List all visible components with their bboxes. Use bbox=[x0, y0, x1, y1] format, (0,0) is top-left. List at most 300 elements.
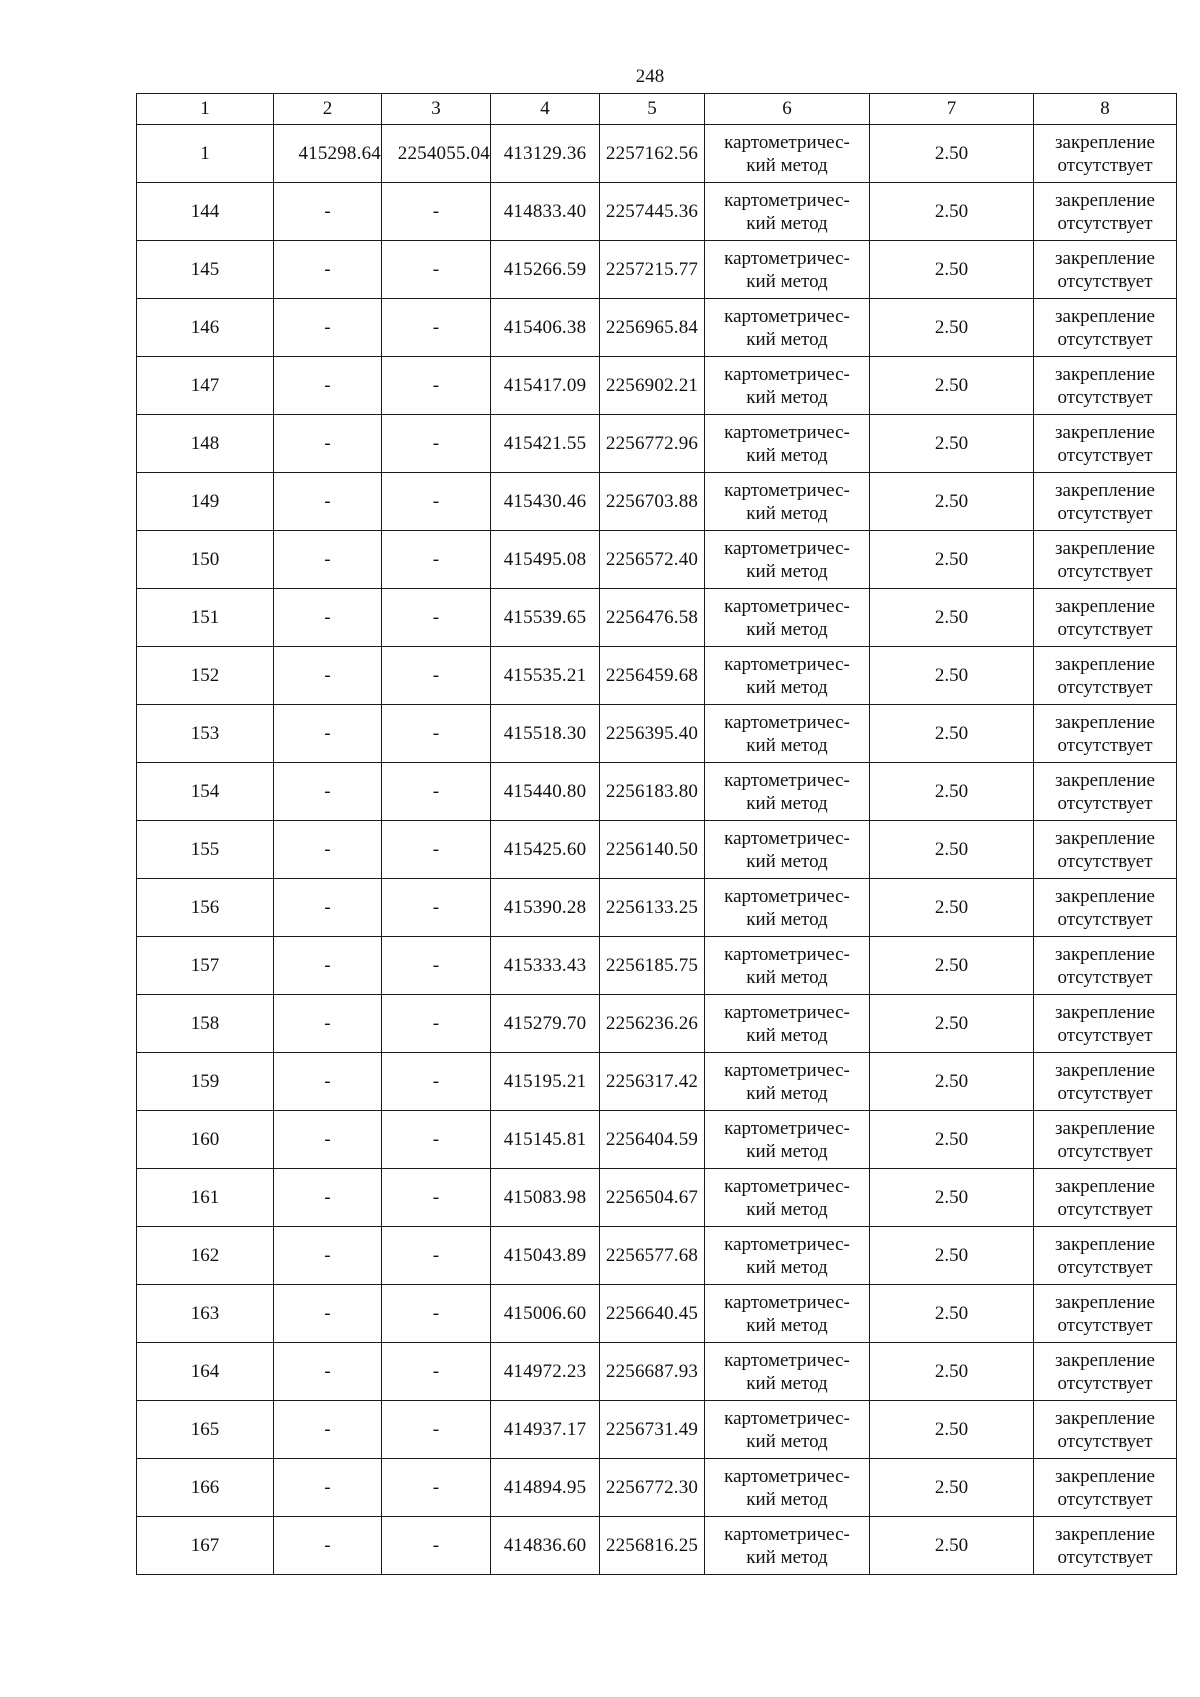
old-y-cell: - bbox=[382, 1517, 491, 1575]
point-number-cell: 158 bbox=[137, 995, 274, 1053]
status-line-1: закрепление bbox=[1055, 769, 1155, 791]
new-x-cell: 415006.60 bbox=[491, 1285, 600, 1343]
fixing-status-cell bbox=[1034, 995, 1177, 1053]
method-line-2: кий метод bbox=[746, 1082, 828, 1104]
old-x-cell: 415298.64 bbox=[274, 125, 382, 183]
accuracy-cell: 2.50 bbox=[870, 1459, 1034, 1517]
new-y-cell: 2256816.25 bbox=[600, 1517, 705, 1575]
old-y-cell: - bbox=[382, 1401, 491, 1459]
method-line-2: кий метод bbox=[746, 966, 828, 988]
status-line-2: отсутствует bbox=[1057, 1082, 1153, 1104]
old-y-cell: - bbox=[382, 937, 491, 995]
table-row bbox=[137, 1517, 1177, 1575]
new-x-cell: 414894.95 bbox=[491, 1459, 600, 1517]
old-x-cell: - bbox=[274, 299, 382, 357]
new-x-cell: 415390.28 bbox=[491, 879, 600, 937]
method-line-2: кий метод bbox=[746, 676, 828, 698]
status-line-1: закрепление bbox=[1055, 1059, 1155, 1081]
new-y-cell: 2256965.84 bbox=[600, 299, 705, 357]
method-cell bbox=[705, 357, 870, 415]
table-row bbox=[137, 1053, 1177, 1111]
method-cell bbox=[705, 937, 870, 995]
new-y-cell: 2256236.26 bbox=[600, 995, 705, 1053]
method-line-1: картометричес- bbox=[724, 885, 850, 907]
table-row bbox=[137, 415, 1177, 473]
method-line-2: кий метод bbox=[746, 1256, 828, 1278]
table-row bbox=[137, 1169, 1177, 1227]
status-line-2: отсутствует bbox=[1057, 1488, 1153, 1510]
fixing-status-cell bbox=[1034, 357, 1177, 415]
new-y-cell: 2256772.96 bbox=[600, 415, 705, 473]
old-x-cell: - bbox=[274, 995, 382, 1053]
table-row bbox=[137, 299, 1177, 357]
point-number-cell: 166 bbox=[137, 1459, 274, 1517]
point-number-cell: 146 bbox=[137, 299, 274, 357]
new-y-cell: 2256395.40 bbox=[600, 705, 705, 763]
status-line-1: закрепление bbox=[1055, 595, 1155, 617]
status-line-1: закрепление bbox=[1055, 1465, 1155, 1487]
accuracy-cell: 2.50 bbox=[870, 1285, 1034, 1343]
point-number-cell: 147 bbox=[137, 357, 274, 415]
new-x-cell: 415145.81 bbox=[491, 1111, 600, 1169]
method-line-1: картометричес- bbox=[724, 1349, 850, 1371]
old-y-cell: - bbox=[382, 415, 491, 473]
method-cell bbox=[705, 1459, 870, 1517]
header-cell-6: 6 bbox=[705, 94, 870, 125]
status-line-1: закрепление bbox=[1055, 479, 1155, 501]
new-y-cell: 2256185.75 bbox=[600, 937, 705, 995]
accuracy-cell: 2.50 bbox=[870, 531, 1034, 589]
status-line-2: отсутствует bbox=[1057, 792, 1153, 814]
method-line-1: картометричес- bbox=[724, 305, 850, 327]
status-line-1: закрепление bbox=[1055, 363, 1155, 385]
table-row bbox=[137, 1111, 1177, 1169]
method-line-1: картометричес- bbox=[724, 189, 850, 211]
method-line-2: кий метод bbox=[746, 792, 828, 814]
table-row bbox=[137, 647, 1177, 705]
fixing-status-cell bbox=[1034, 937, 1177, 995]
old-y-cell: - bbox=[382, 995, 491, 1053]
old-y-cell: - bbox=[382, 1285, 491, 1343]
method-line-1: картометричес- bbox=[724, 131, 850, 153]
new-y-cell: 2256183.80 bbox=[600, 763, 705, 821]
table-row bbox=[137, 1343, 1177, 1401]
accuracy-cell: 2.50 bbox=[870, 183, 1034, 241]
new-x-cell: 414937.17 bbox=[491, 1401, 600, 1459]
method-cell bbox=[705, 647, 870, 705]
status-line-1: закрепление bbox=[1055, 189, 1155, 211]
method-line-1: картометричес- bbox=[724, 1175, 850, 1197]
table-row bbox=[137, 763, 1177, 821]
point-number-cell: 148 bbox=[137, 415, 274, 473]
fixing-status-cell bbox=[1034, 415, 1177, 473]
new-x-cell: 415539.65 bbox=[491, 589, 600, 647]
accuracy-cell: 2.50 bbox=[870, 879, 1034, 937]
new-x-cell: 415495.08 bbox=[491, 531, 600, 589]
old-x-cell: - bbox=[274, 937, 382, 995]
table-row bbox=[137, 125, 1177, 183]
header-cell-5: 5 bbox=[600, 94, 705, 125]
method-line-1: картометричес- bbox=[724, 1291, 850, 1313]
old-x-cell: - bbox=[274, 1285, 382, 1343]
method-line-1: картометричес- bbox=[724, 537, 850, 559]
new-x-cell: 415333.43 bbox=[491, 937, 600, 995]
status-line-2: отсутствует bbox=[1057, 734, 1153, 756]
point-number-cell: 144 bbox=[137, 183, 274, 241]
point-number-cell: 149 bbox=[137, 473, 274, 531]
old-x-cell: - bbox=[274, 647, 382, 705]
point-number-cell: 159 bbox=[137, 1053, 274, 1111]
method-line-2: кий метод bbox=[746, 444, 828, 466]
method-cell bbox=[705, 1517, 870, 1575]
accuracy-cell: 2.50 bbox=[870, 1343, 1034, 1401]
old-y-cell: - bbox=[382, 1053, 491, 1111]
status-line-2: отсутствует bbox=[1057, 618, 1153, 640]
new-x-cell: 413129.36 bbox=[491, 125, 600, 183]
accuracy-cell: 2.50 bbox=[870, 1111, 1034, 1169]
new-x-cell: 415421.55 bbox=[491, 415, 600, 473]
new-x-cell: 415083.98 bbox=[491, 1169, 600, 1227]
fixing-status-cell bbox=[1034, 473, 1177, 531]
header-cell-7: 7 bbox=[870, 94, 1034, 125]
coordinates-table bbox=[136, 93, 1177, 1575]
method-line-2: кий метод bbox=[746, 1198, 828, 1220]
old-y-cell: - bbox=[382, 473, 491, 531]
point-number-cell: 165 bbox=[137, 1401, 274, 1459]
method-line-1: картометричес- bbox=[724, 1233, 850, 1255]
point-number-cell: 145 bbox=[137, 241, 274, 299]
point-number-cell: 164 bbox=[137, 1343, 274, 1401]
status-line-2: отсутствует bbox=[1057, 908, 1153, 930]
accuracy-cell: 2.50 bbox=[870, 1227, 1034, 1285]
old-x-cell: - bbox=[274, 1343, 382, 1401]
old-x-cell: - bbox=[274, 531, 382, 589]
accuracy-cell: 2.50 bbox=[870, 589, 1034, 647]
method-line-2: кий метод bbox=[746, 1024, 828, 1046]
method-line-2: кий метод bbox=[746, 1488, 828, 1510]
status-line-1: закрепление bbox=[1055, 711, 1155, 733]
status-line-2: отсутствует bbox=[1057, 386, 1153, 408]
fixing-status-cell bbox=[1034, 821, 1177, 879]
status-line-2: отсутствует bbox=[1057, 1024, 1153, 1046]
new-x-cell: 415440.80 bbox=[491, 763, 600, 821]
old-y-cell: - bbox=[382, 763, 491, 821]
table-row bbox=[137, 821, 1177, 879]
fixing-status-cell bbox=[1034, 1111, 1177, 1169]
fixing-status-cell bbox=[1034, 1227, 1177, 1285]
point-number-cell: 162 bbox=[137, 1227, 274, 1285]
accuracy-cell: 2.50 bbox=[870, 705, 1034, 763]
old-x-cell: - bbox=[274, 821, 382, 879]
status-line-1: закрепление bbox=[1055, 885, 1155, 907]
new-y-cell: 2256504.67 bbox=[600, 1169, 705, 1227]
status-line-2: отсутствует bbox=[1057, 676, 1153, 698]
status-line-1: закрепление bbox=[1055, 1407, 1155, 1429]
table-row bbox=[137, 879, 1177, 937]
new-y-cell: 2256772.30 bbox=[600, 1459, 705, 1517]
accuracy-cell: 2.50 bbox=[870, 1169, 1034, 1227]
old-y-cell: - bbox=[382, 647, 491, 705]
old-y-cell: - bbox=[382, 241, 491, 299]
old-y-cell: - bbox=[382, 821, 491, 879]
status-line-1: закрепление bbox=[1055, 1175, 1155, 1197]
page-number: 248 bbox=[635, 66, 665, 87]
accuracy-cell: 2.50 bbox=[870, 1401, 1034, 1459]
point-number-cell: 154 bbox=[137, 763, 274, 821]
accuracy-cell: 2.50 bbox=[870, 241, 1034, 299]
new-x-cell: 415406.38 bbox=[491, 299, 600, 357]
method-line-1: картометричес- bbox=[724, 943, 850, 965]
method-cell bbox=[705, 1285, 870, 1343]
fixing-status-cell bbox=[1034, 241, 1177, 299]
new-x-cell: 414836.60 bbox=[491, 1517, 600, 1575]
point-number-cell: 153 bbox=[137, 705, 274, 763]
method-cell bbox=[705, 1053, 870, 1111]
status-line-1: закрепление bbox=[1055, 943, 1155, 965]
table-row bbox=[137, 1459, 1177, 1517]
method-line-2: кий метод bbox=[746, 1140, 828, 1162]
new-y-cell: 2256133.25 bbox=[600, 879, 705, 937]
status-line-2: отсутствует bbox=[1057, 966, 1153, 988]
method-line-2: кий метод bbox=[746, 1314, 828, 1336]
method-cell bbox=[705, 531, 870, 589]
method-line-2: кий метод bbox=[746, 734, 828, 756]
old-x-cell: - bbox=[274, 1169, 382, 1227]
table-row bbox=[137, 1285, 1177, 1343]
method-cell bbox=[705, 1169, 870, 1227]
method-cell bbox=[705, 1111, 870, 1169]
accuracy-cell: 2.50 bbox=[870, 473, 1034, 531]
point-number-cell: 150 bbox=[137, 531, 274, 589]
fixing-status-cell bbox=[1034, 531, 1177, 589]
old-y-cell: 2254055.04 bbox=[382, 125, 491, 183]
new-y-cell: 2256703.88 bbox=[600, 473, 705, 531]
status-line-2: отсутствует bbox=[1057, 502, 1153, 524]
method-cell bbox=[705, 879, 870, 937]
new-y-cell: 2256577.68 bbox=[600, 1227, 705, 1285]
method-cell bbox=[705, 125, 870, 183]
status-line-1: закрепление bbox=[1055, 247, 1155, 269]
old-x-cell: - bbox=[274, 589, 382, 647]
point-number-cell: 157 bbox=[137, 937, 274, 995]
old-x-cell: - bbox=[274, 879, 382, 937]
accuracy-cell: 2.50 bbox=[870, 1517, 1034, 1575]
new-x-cell: 415430.46 bbox=[491, 473, 600, 531]
point-number-cell: 163 bbox=[137, 1285, 274, 1343]
status-line-1: закрепление bbox=[1055, 1117, 1155, 1139]
header-cell-2: 2 bbox=[274, 94, 382, 125]
method-line-2: кий метод bbox=[746, 1372, 828, 1394]
old-y-cell: - bbox=[382, 1459, 491, 1517]
old-y-cell: - bbox=[382, 1343, 491, 1401]
status-line-1: закрепление bbox=[1055, 1523, 1155, 1545]
status-line-1: закрепление bbox=[1055, 421, 1155, 443]
old-x-cell: - bbox=[274, 1459, 382, 1517]
old-y-cell: - bbox=[382, 1169, 491, 1227]
fixing-status-cell bbox=[1034, 705, 1177, 763]
status-line-2: отсутствует bbox=[1057, 1198, 1153, 1220]
method-line-1: картометричес- bbox=[724, 653, 850, 675]
fixing-status-cell bbox=[1034, 1169, 1177, 1227]
old-x-cell: - bbox=[274, 763, 382, 821]
old-y-cell: - bbox=[382, 879, 491, 937]
table-row bbox=[137, 1401, 1177, 1459]
fixing-status-cell bbox=[1034, 647, 1177, 705]
fixing-status-cell bbox=[1034, 1285, 1177, 1343]
method-line-1: картометричес- bbox=[724, 363, 850, 385]
point-number-cell: 160 bbox=[137, 1111, 274, 1169]
new-y-cell: 2256140.50 bbox=[600, 821, 705, 879]
status-line-1: закрепление bbox=[1055, 1001, 1155, 1023]
method-line-1: картометричес- bbox=[724, 1465, 850, 1487]
method-line-2: кий метод bbox=[746, 618, 828, 640]
new-x-cell: 415518.30 bbox=[491, 705, 600, 763]
method-line-1: картометричес- bbox=[724, 1059, 850, 1081]
status-line-1: закрепление bbox=[1055, 1349, 1155, 1371]
new-x-cell: 415195.21 bbox=[491, 1053, 600, 1111]
status-line-2: отсутствует bbox=[1057, 1372, 1153, 1394]
point-number-cell: 167 bbox=[137, 1517, 274, 1575]
point-number-cell: 156 bbox=[137, 879, 274, 937]
status-line-2: отсутствует bbox=[1057, 1314, 1153, 1336]
point-number-cell: 161 bbox=[137, 1169, 274, 1227]
new-x-cell: 415417.09 bbox=[491, 357, 600, 415]
header-cell-1: 1 bbox=[137, 94, 274, 125]
status-line-2: отсутствует bbox=[1057, 444, 1153, 466]
header-cell-8: 8 bbox=[1034, 94, 1177, 125]
new-x-cell: 415043.89 bbox=[491, 1227, 600, 1285]
method-line-2: кий метод bbox=[746, 1430, 828, 1452]
method-cell bbox=[705, 821, 870, 879]
table-row bbox=[137, 1227, 1177, 1285]
accuracy-cell: 2.50 bbox=[870, 821, 1034, 879]
point-number-cell: 151 bbox=[137, 589, 274, 647]
table-row bbox=[137, 473, 1177, 531]
old-x-cell: - bbox=[274, 1227, 382, 1285]
status-line-1: закрепление bbox=[1055, 537, 1155, 559]
status-line-2: отсутствует bbox=[1057, 328, 1153, 350]
old-y-cell: - bbox=[382, 357, 491, 415]
old-x-cell: - bbox=[274, 415, 382, 473]
method-line-2: кий метод bbox=[746, 1546, 828, 1568]
new-y-cell: 2256404.59 bbox=[600, 1111, 705, 1169]
new-x-cell: 414972.23 bbox=[491, 1343, 600, 1401]
method-cell bbox=[705, 299, 870, 357]
method-cell bbox=[705, 183, 870, 241]
method-line-1: картометричес- bbox=[724, 769, 850, 791]
method-cell bbox=[705, 589, 870, 647]
accuracy-cell: 2.50 bbox=[870, 125, 1034, 183]
new-y-cell: 2256687.93 bbox=[600, 1343, 705, 1401]
fixing-status-cell bbox=[1034, 125, 1177, 183]
method-line-2: кий метод bbox=[746, 270, 828, 292]
old-x-cell: - bbox=[274, 1111, 382, 1169]
new-y-cell: 2256902.21 bbox=[600, 357, 705, 415]
table-row bbox=[137, 937, 1177, 995]
accuracy-cell: 2.50 bbox=[870, 299, 1034, 357]
table-row bbox=[137, 995, 1177, 1053]
new-y-cell: 2256476.58 bbox=[600, 589, 705, 647]
method-line-1: картометричес- bbox=[724, 595, 850, 617]
table-row bbox=[137, 531, 1177, 589]
old-x-cell: - bbox=[274, 473, 382, 531]
status-line-2: отсутствует bbox=[1057, 1546, 1153, 1568]
method-line-1: картометричес- bbox=[724, 421, 850, 443]
accuracy-cell: 2.50 bbox=[870, 763, 1034, 821]
status-line-1: закрепление bbox=[1055, 653, 1155, 675]
method-line-1: картометричес- bbox=[724, 247, 850, 269]
method-cell bbox=[705, 1401, 870, 1459]
new-y-cell: 2257215.77 bbox=[600, 241, 705, 299]
new-x-cell: 414833.40 bbox=[491, 183, 600, 241]
fixing-status-cell bbox=[1034, 183, 1177, 241]
table-row bbox=[137, 241, 1177, 299]
status-line-1: закрепление bbox=[1055, 827, 1155, 849]
status-line-2: отсутствует bbox=[1057, 560, 1153, 582]
old-x-cell: - bbox=[274, 357, 382, 415]
old-y-cell: - bbox=[382, 1111, 491, 1169]
method-cell bbox=[705, 241, 870, 299]
method-cell bbox=[705, 705, 870, 763]
method-cell bbox=[705, 473, 870, 531]
status-line-1: закрепление bbox=[1055, 1291, 1155, 1313]
header-row bbox=[137, 94, 1177, 125]
fixing-status-cell bbox=[1034, 1053, 1177, 1111]
accuracy-cell: 2.50 bbox=[870, 937, 1034, 995]
new-x-cell: 415425.60 bbox=[491, 821, 600, 879]
table-row bbox=[137, 357, 1177, 415]
old-y-cell: - bbox=[382, 531, 491, 589]
method-line-1: картометричес- bbox=[724, 479, 850, 501]
table-row bbox=[137, 589, 1177, 647]
status-line-2: отсутствует bbox=[1057, 154, 1153, 176]
method-cell bbox=[705, 1227, 870, 1285]
method-cell bbox=[705, 995, 870, 1053]
status-line-1: закрепление bbox=[1055, 131, 1155, 153]
new-y-cell: 2256459.68 bbox=[600, 647, 705, 705]
new-x-cell: 415535.21 bbox=[491, 647, 600, 705]
status-line-2: отсутствует bbox=[1057, 270, 1153, 292]
old-x-cell: - bbox=[274, 1517, 382, 1575]
status-line-1: закрепление bbox=[1055, 1233, 1155, 1255]
status-line-2: отсутствует bbox=[1057, 1256, 1153, 1278]
old-x-cell: - bbox=[274, 241, 382, 299]
new-y-cell: 2256317.42 bbox=[600, 1053, 705, 1111]
accuracy-cell: 2.50 bbox=[870, 1053, 1034, 1111]
table-row bbox=[137, 705, 1177, 763]
method-line-2: кий метод bbox=[746, 212, 828, 234]
point-number-cell: 155 bbox=[137, 821, 274, 879]
method-line-2: кий метод bbox=[746, 560, 828, 582]
method-line-1: картометричес- bbox=[724, 1117, 850, 1139]
status-line-2: отсутствует bbox=[1057, 850, 1153, 872]
header-cell-3: 3 bbox=[382, 94, 491, 125]
method-line-1: картометричес- bbox=[724, 1523, 850, 1545]
old-x-cell: - bbox=[274, 705, 382, 763]
method-line-2: кий метод bbox=[746, 908, 828, 930]
new-x-cell: 415279.70 bbox=[491, 995, 600, 1053]
method-cell bbox=[705, 415, 870, 473]
fixing-status-cell bbox=[1034, 763, 1177, 821]
fixing-status-cell bbox=[1034, 299, 1177, 357]
fixing-status-cell bbox=[1034, 879, 1177, 937]
method-line-2: кий метод bbox=[746, 154, 828, 176]
new-y-cell: 2256572.40 bbox=[600, 531, 705, 589]
old-x-cell: - bbox=[274, 183, 382, 241]
point-number-cell: 152 bbox=[137, 647, 274, 705]
old-y-cell: - bbox=[382, 589, 491, 647]
method-line-2: кий метод bbox=[746, 850, 828, 872]
